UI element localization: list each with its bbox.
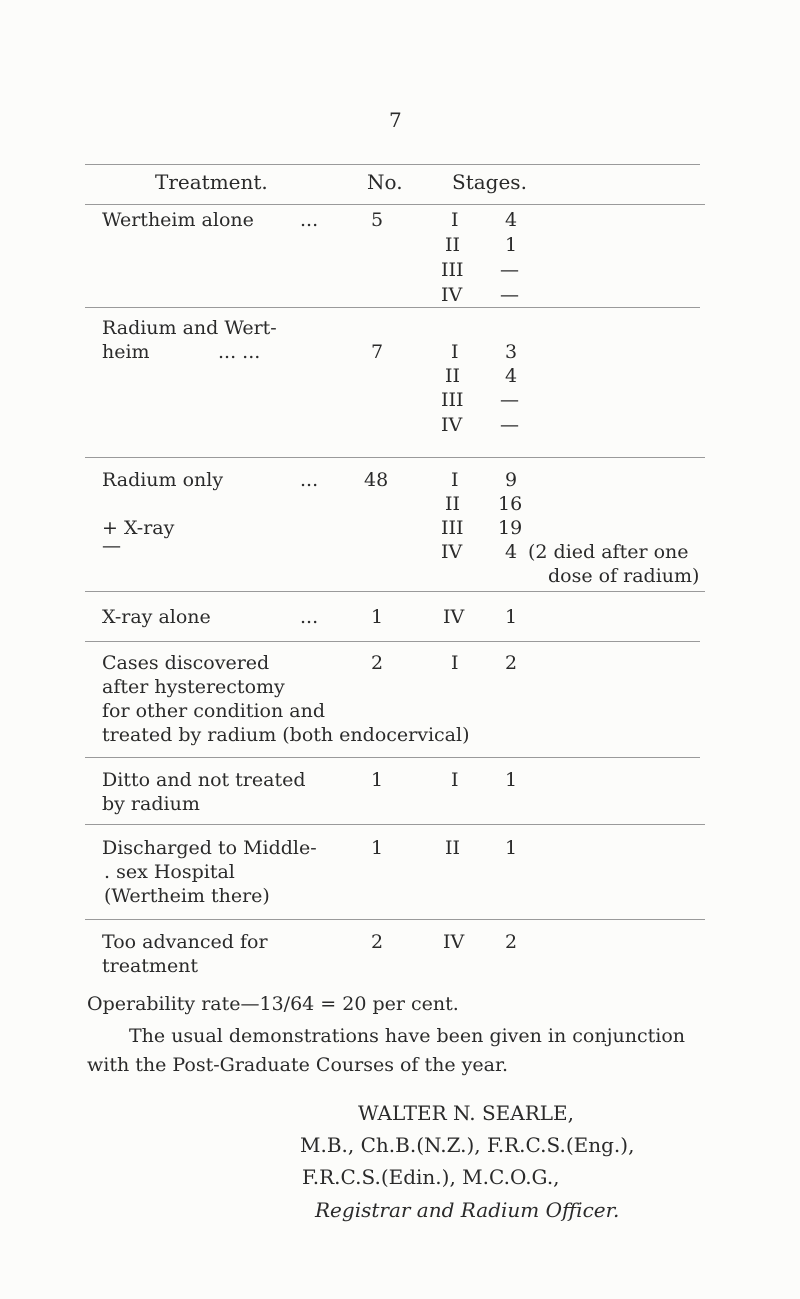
stage-label: I — [451, 341, 459, 363]
row-treatment: + X-ray — [102, 517, 175, 539]
stage-count: 16 — [498, 493, 523, 515]
row-rule — [85, 757, 700, 758]
row-treatment: Too advanced for — [102, 931, 268, 953]
stage-count: 1 — [505, 837, 518, 859]
stage-label: I — [451, 469, 459, 491]
signature-name: WALTER N. SEARLE, — [358, 1101, 574, 1125]
row-rule — [85, 824, 705, 825]
stage-label: II — [445, 837, 461, 859]
stage-count: — — [500, 284, 519, 306]
row-treatment: . sex Hospital — [104, 861, 235, 883]
row-leader: ... — [300, 209, 319, 231]
stage-label: IV — [443, 606, 465, 628]
row-treatment: treatment — [102, 955, 199, 977]
stage-count: 2 — [505, 931, 518, 953]
row-no: 48 — [364, 469, 389, 491]
stage-label: III — [441, 259, 464, 281]
stage-count: — — [500, 389, 519, 411]
row-no: 1 — [371, 837, 384, 859]
row-rule — [85, 591, 705, 592]
operability-rate: Operability rate—13/64 = 20 per cent. — [87, 993, 459, 1015]
row-treatment: (Wertheim there) — [104, 885, 270, 907]
row-rule — [85, 457, 705, 458]
page-number: 7 — [389, 108, 402, 132]
row-rule — [85, 641, 700, 642]
stage-label: III — [441, 517, 464, 539]
row-treatment: X-ray alone — [102, 606, 211, 628]
stage-label: IV — [441, 541, 463, 563]
stage-count: 1 — [505, 234, 518, 256]
row-treatment: Discharged to Middle- — [102, 837, 317, 859]
stage-count: 3 — [505, 341, 518, 363]
stage-label: III — [441, 389, 464, 411]
row-treatment: Radium only — [102, 469, 224, 491]
signature-degrees: F.R.C.S.(Edin.), M.C.O.G., — [302, 1165, 560, 1189]
stage-label: IV — [441, 414, 463, 436]
row-no: 2 — [371, 652, 384, 674]
row-no: 5 — [371, 209, 384, 231]
signature-title: Registrar and Radium Officer. — [315, 1198, 620, 1222]
stage-count: 9 — [505, 469, 518, 491]
row-treatment: Wertheim alone — [102, 209, 254, 231]
header-rule — [85, 204, 705, 205]
stage-label: I — [451, 769, 459, 791]
row-treatment: after hysterectomy — [102, 676, 285, 698]
stage-count: 4 — [505, 541, 518, 563]
stage-label: I — [451, 652, 459, 674]
row-treatment: Radium and Wert- — [102, 317, 277, 339]
row-treatment: heim — [102, 341, 150, 363]
paragraph-line: with the Post-Graduate Courses of the year. — [87, 1054, 508, 1076]
row-note: dose of radium) — [548, 565, 700, 587]
stage-count: 1 — [505, 769, 518, 791]
row-treatment: for other condition and — [102, 700, 325, 722]
stage-count: 4 — [505, 365, 518, 387]
row-treatment: Cases discovered — [102, 652, 270, 674]
stage-count: 19 — [498, 517, 523, 539]
row-no: 1 — [371, 769, 384, 791]
stage-label: II — [445, 234, 461, 256]
stage-label: II — [445, 365, 461, 387]
stage-count: 2 — [505, 652, 518, 674]
stage-label: IV — [441, 284, 463, 306]
row-rule — [85, 307, 700, 308]
table-top-rule — [85, 164, 700, 165]
stage-label: II — [445, 493, 461, 515]
row-note: (2 died after one — [528, 541, 689, 563]
body-paragraph — [87, 1022, 787, 1080]
stage-count: 4 — [505, 209, 518, 231]
stage-label: IV — [443, 931, 465, 953]
row-treatment: — — [102, 535, 121, 557]
row-treatment: by radium — [102, 793, 200, 815]
header-stages: Stages. — [452, 170, 527, 194]
row-no: 1 — [371, 606, 384, 628]
stage-label: I — [451, 209, 459, 231]
header-no: No. — [367, 170, 403, 194]
signature-degrees: M.B., Ch.B.(N.Z.), F.R.C.S.(Eng.), — [300, 1133, 635, 1157]
row-no: 2 — [371, 931, 384, 953]
row-leader: ... — [300, 469, 319, 491]
row-treatment: Ditto and not treated — [102, 769, 306, 791]
row-leader: ... — [300, 606, 319, 628]
row-treatment: treated by radium (both endocervical) — [102, 724, 470, 746]
stage-count: — — [500, 259, 519, 281]
row-leader: ... ... — [218, 341, 261, 363]
row-no: 7 — [371, 341, 384, 363]
stage-count: 1 — [505, 606, 518, 628]
paragraph-line: The usual demonstrations have been given in conjunction — [129, 1025, 686, 1047]
stage-count: — — [500, 414, 519, 436]
row-rule — [85, 919, 705, 920]
header-treatment: Treatment. — [155, 170, 268, 194]
